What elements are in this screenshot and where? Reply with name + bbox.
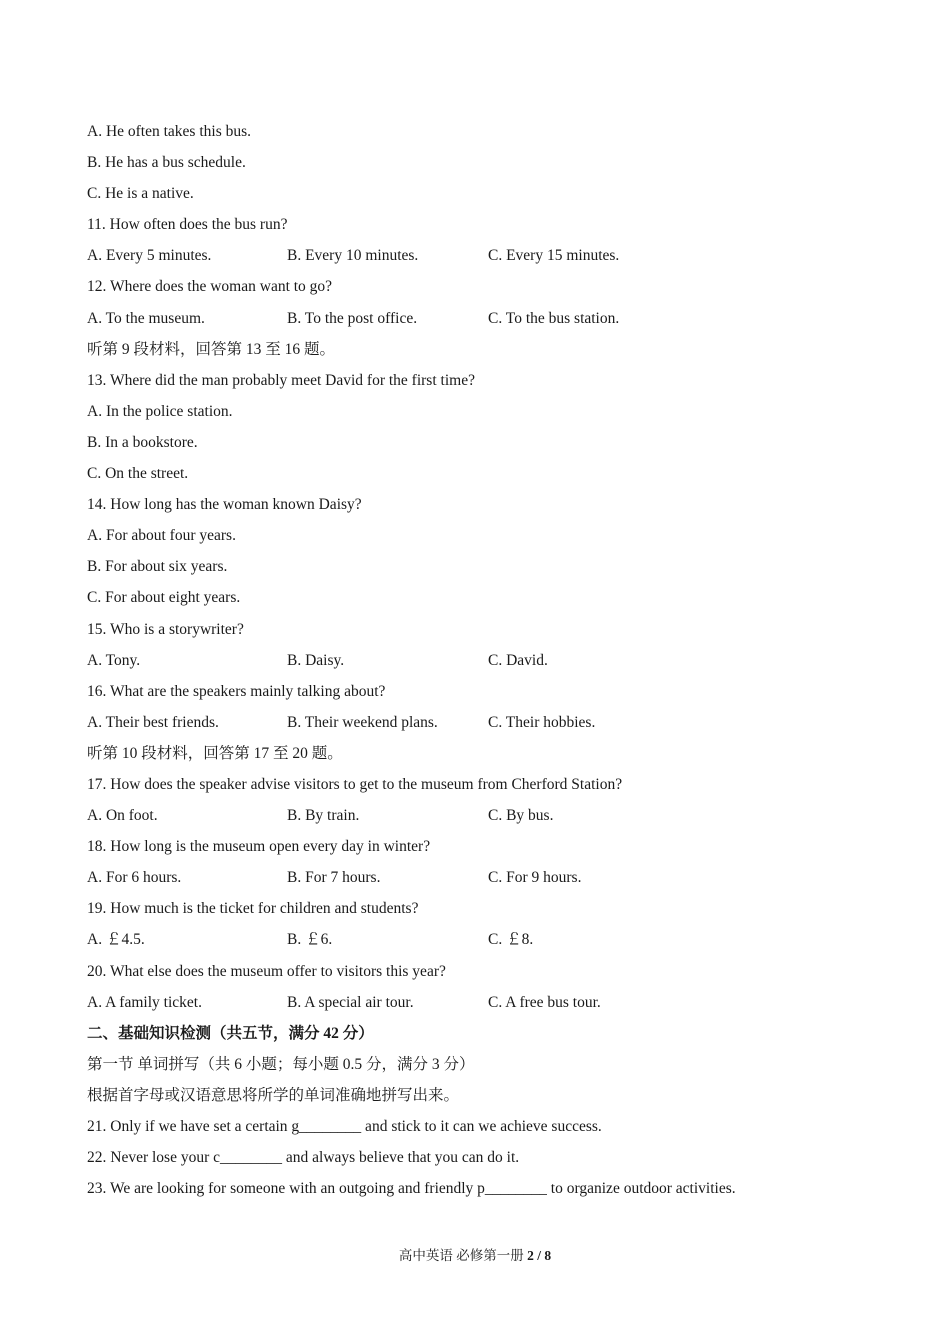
answer-option: C. ￡8.	[488, 931, 534, 949]
text-line: B. He has a bus schedule.	[87, 154, 246, 172]
answer-option: C. For 9 hours.	[488, 869, 582, 887]
answer-option: A. ￡4.5.	[87, 931, 145, 949]
answer-option: A. To the museum.	[87, 309, 205, 327]
answer-option: C. To the bus station.	[488, 309, 620, 327]
answer-options-row	[87, 987, 887, 1018]
answer-option: C. A free bus tour.	[488, 993, 601, 1011]
answer-options-row	[87, 707, 887, 738]
text-line: 23. We are looking for someone with an outgoing and friendly p________ to organize outdoor activities.	[87, 1180, 736, 1198]
text-line: B. In a bookstore.	[87, 433, 198, 451]
text-line: 12. Where does the woman want to go?	[87, 278, 333, 296]
page-footer	[0, 1244, 950, 1264]
answer-option: A. For 6 hours.	[87, 869, 182, 887]
answer-option: B. By train.	[287, 807, 360, 825]
text-line: 14. How long has the woman known Daisy?	[87, 496, 362, 514]
text-line: 听第 9 段材料，回答第 13 至 16 题。	[87, 340, 336, 358]
answer-option: B. A special air tour.	[287, 993, 414, 1011]
text-line: 20. What else does the museum offer to visitors this year?	[87, 962, 446, 980]
answer-option: C. Their hobbies.	[488, 713, 596, 731]
answer-option: B. For 7 hours.	[287, 869, 381, 887]
text-line: C. On the street.	[87, 465, 189, 483]
text-line: A. In the police station.	[87, 402, 233, 420]
answer-option: B. ￡6.	[287, 931, 333, 949]
text-line: 22. Never lose your c________ and always believe that you can do it.	[87, 1149, 520, 1167]
text-line: A. He often takes this bus.	[87, 123, 252, 140]
answer-option: C. By bus.	[488, 807, 554, 825]
text-line: 11. How often does the bus run?	[87, 216, 288, 234]
answer-option: A. On foot.	[87, 807, 158, 825]
answer-option: A. Every 5 minutes.	[87, 247, 212, 265]
answer-option: B. To the post office.	[287, 309, 418, 327]
text-line: B. For about six years.	[87, 558, 228, 576]
text-line: A. For about four years.	[87, 527, 236, 545]
text-line: 19. How much is the ticket for children and students?	[87, 900, 419, 918]
text-line: 21. Only if we have set a certain g________ and stick to it can we achieve success.	[87, 1118, 602, 1135]
answer-option: A. A family ticket.	[87, 993, 202, 1011]
text-line: 根据首字母或汉语意思将所学的单词准确地拼写出来。	[87, 1086, 460, 1104]
text-line: 第一节 单词拼写（共 6 小题；每小题 0.5 分，满分 3 分）	[87, 1055, 475, 1073]
text-line: 16. What are the speakers mainly talking about?	[87, 682, 386, 700]
answer-options-row	[87, 645, 887, 676]
answer-options-row	[87, 800, 887, 831]
answer-option: A. Tony.	[87, 651, 141, 669]
answer-option: B. Their weekend plans.	[287, 713, 438, 731]
answer-options-row	[87, 240, 887, 271]
document-body	[87, 116, 887, 1204]
text-line: 15. Who is a storywriter?	[87, 620, 244, 638]
text-line: C. For about eight years.	[87, 589, 241, 607]
answer-option: C. Every 15 minutes.	[488, 247, 620, 265]
answer-options-row	[87, 862, 887, 893]
text-line: 13. Where did the man probably meet David for the first time?	[87, 371, 475, 389]
answer-options-row	[87, 303, 887, 334]
text-line: 听第 10 段材料，回答第 17 至 20 题。	[87, 744, 343, 762]
section-heading: 二、基础知识检测（共五节，满分 42 分）	[87, 1024, 374, 1042]
answer-options-row	[87, 924, 887, 955]
footer-course-label: 高中英语 必修第一册	[398, 1248, 524, 1263]
answer-option: C. David.	[488, 651, 548, 669]
text-line: C. He is a native.	[87, 185, 194, 203]
answer-option: A. Their best friends.	[87, 713, 219, 731]
answer-option: B. Every 10 minutes.	[287, 247, 419, 265]
answer-option: B. Daisy.	[287, 651, 345, 669]
page-number: 2 / 8	[527, 1248, 552, 1263]
text-line: 17. How does the speaker advise visitors to get to the museum from Cherford Station?	[87, 775, 623, 793]
text-line: 18. How long is the museum open every day in winter?	[87, 838, 431, 856]
